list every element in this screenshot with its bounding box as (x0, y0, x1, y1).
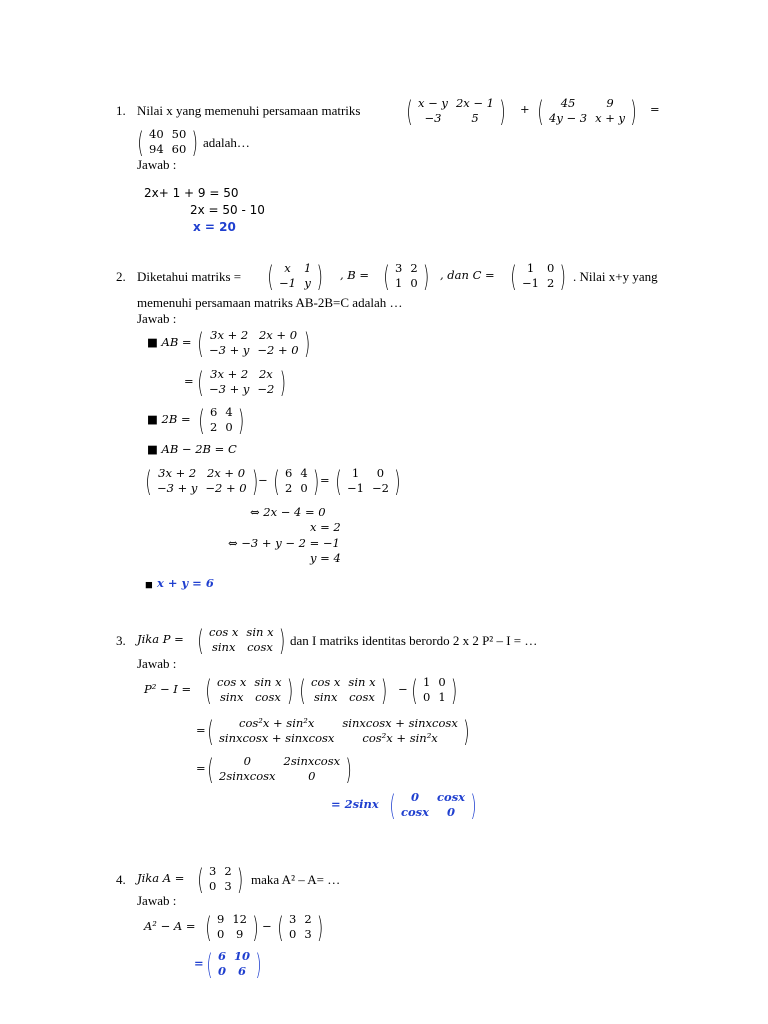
q4-lhs: A² − A = (144, 919, 196, 933)
right-paren: ) (237, 862, 244, 896)
q2-big-matrix-2-cell: 2 (285, 481, 293, 495)
q2-matrix-b-cell: 2 (410, 261, 418, 275)
q2-big-matrix-2-cell: 6 (285, 466, 293, 480)
q3-p-matrix-2-cell: cosx (349, 690, 375, 704)
q2-big-matrix-2-cell: 4 (300, 466, 308, 480)
q2-ab-equals: = (184, 374, 194, 388)
q2-c-label: , dan C = (440, 268, 495, 282)
q2-matrix-c-cell: 0 (546, 261, 555, 275)
q2-big-matrix-1-cell: 2x + 0 (206, 466, 246, 480)
q3-result-matrix-1-cell: sinxcosx + sinxcosx (219, 731, 335, 745)
q3-jika: Jika P = (137, 632, 184, 646)
q4-a2-matrix-cell: 12 (232, 912, 247, 926)
q4-a-matrix-cell: 3 (304, 927, 312, 941)
left-paren: ( (206, 947, 213, 981)
q1-step-1: 2x+ 1 + 9 = 50 (144, 186, 239, 200)
left-paren: ( (205, 673, 212, 707)
q3-p-matrix-1-cell: cosx (255, 690, 281, 704)
left-paren: ( (207, 752, 214, 786)
q1-equals: = (650, 102, 660, 116)
q2-matrix-b (382, 261, 431, 291)
q3-tail: dan I matriks identitas berordo 2 x 2 P² – I = … (290, 633, 538, 648)
q3-matrix-p-cell: sin x (246, 625, 274, 639)
left-paren: ( (389, 788, 396, 822)
q4-a2-matrix (204, 912, 260, 942)
q3-p-matrix-1 (204, 675, 295, 705)
q2-b-label: , B = (340, 268, 370, 282)
right-paren: ) (345, 752, 352, 786)
q3-result-matrix-2 (206, 754, 353, 784)
q4-a-matrix-cell: 0 (289, 927, 297, 941)
q4-matrix-a-cell: 3 (224, 879, 232, 893)
q2-ab-matrix-2-cell: −2 (257, 382, 275, 396)
q3-identity (410, 675, 459, 705)
q4-jawab: Jawab : (137, 893, 177, 908)
q1-jawab: Jawab : (137, 157, 177, 172)
q3-final-matrix-cell: cosx (437, 790, 466, 804)
q2-matrix-b-cell: 1 (395, 276, 403, 290)
q3-minus: − (398, 682, 408, 696)
q2-eqn-label: ■ AB − 2B = C (147, 442, 237, 456)
q3-result-matrix-2-cell: 2sinxcosx (283, 754, 341, 768)
q2-ab-matrix-2 (196, 367, 287, 397)
q1-matrix-3-cell: 94 (149, 142, 164, 156)
q3-result-matrix-1-cell: cos²x + sin²x (362, 731, 438, 745)
q3-p-matrix-2-cell: sin x (348, 675, 376, 689)
q4-tail: maka A² – A= … (251, 872, 341, 887)
q3-identity-cell: 0 (423, 690, 431, 704)
q4-matrix-a-cell: 0 (209, 879, 217, 893)
q3-p-matrix-1-cell: sinx (219, 690, 244, 704)
q4-matrix-a (196, 864, 245, 894)
q2-big-matrix-3-cell: 0 (376, 466, 385, 480)
right-paren: ) (313, 464, 320, 498)
q1-matrix-3-cell: 60 (171, 142, 187, 156)
q4-a-matrix (276, 912, 325, 942)
right-paren: ) (380, 673, 388, 707)
right-paren: ) (559, 259, 566, 293)
right-paren: ) (279, 365, 286, 399)
left-paren: ( (406, 94, 413, 128)
right-paren: ) (304, 326, 311, 360)
q4-number: 4. (116, 872, 126, 887)
q3-p-matrix-2 (298, 675, 389, 705)
q3-number: 3. (116, 633, 126, 648)
q2-text: Diketahui matriks = (137, 269, 242, 284)
right-paren: ) (278, 623, 286, 657)
q2-big-matrix-2 (272, 466, 321, 496)
right-paren: ) (191, 125, 198, 159)
q2-big-matrix-1-cell: −2 + 0 (205, 481, 247, 495)
q1-matrix-3 (136, 127, 199, 157)
q1-matrix-1 (405, 96, 507, 126)
q2-big-minus: − (258, 473, 268, 487)
q2-2b-label: ■ 2B = (147, 412, 191, 426)
right-paren: ) (463, 714, 470, 748)
q2-number: 2. (116, 269, 126, 284)
q3-result-matrix-1-cell: sinxcosx + sinxcosx (342, 716, 458, 730)
q3-p-matrix-1-cell: cos x (217, 675, 247, 689)
left-paren: ( (197, 623, 204, 657)
q2-big-matrix-3-cell: 1 (351, 466, 360, 480)
q4-a2-matrix-cell: 9 (217, 912, 225, 926)
q2-matrix-c (509, 261, 567, 291)
left-paren: ( (145, 464, 152, 498)
q2-ab-matrix-1-cell: −3 + y (209, 343, 250, 357)
q3-p-matrix-2-cell: cos x (311, 675, 341, 689)
q2-big-matrix-1-cell: 3x + 2 (158, 466, 197, 480)
q2-matrix-c-cell: −1 (522, 276, 539, 290)
left-paren: ( (273, 464, 280, 498)
q2-matrix-a-cell: 1 (303, 261, 312, 275)
q1-matrix-2-cell: 9 (606, 96, 614, 110)
q3-matrix-p (196, 625, 287, 655)
q2-2b-matrix-cell: 0 (225, 420, 233, 434)
q2-result: x + y = 6 (157, 576, 214, 590)
q2-line-2: memenuhi persamaan matriks AB-2B=C adalah … (137, 295, 403, 310)
left-paren: ( (383, 259, 390, 293)
left-paren: ( (197, 326, 204, 360)
q3-final-matrix-cell: 0 (411, 790, 420, 804)
right-paren: ) (286, 673, 294, 707)
left-paren: ( (137, 125, 144, 159)
right-paren: ) (423, 259, 430, 293)
q4-result-matrix-cell: 6 (218, 949, 227, 963)
q2-big-matrix-3-cell: −2 (371, 481, 389, 495)
q3-matrix-p-cell: cosx (247, 640, 273, 654)
q3-equals-1: = (196, 723, 206, 737)
q3-final-matrix-cell: 0 (447, 805, 456, 819)
q2-matrix-a-cell: −1 (279, 276, 296, 290)
q1-plus: + (520, 102, 530, 116)
q1-matrix-2 (536, 96, 638, 126)
right-paren: ) (394, 464, 401, 498)
q2-result-bullet: ■ (145, 577, 153, 592)
q2-matrix-a-cell: y (304, 276, 311, 290)
q2-eq-1: ⇔ 2x − 4 = 0 (250, 505, 326, 519)
q2-big-equals: = (320, 473, 330, 487)
q1-matrix-3-cell: 50 (171, 127, 187, 141)
q2-jawab: Jawab : (137, 311, 177, 326)
q2-matrix-a-cell: x (284, 261, 291, 275)
right-paren: ) (317, 910, 324, 944)
q2-big-matrix-3 (334, 466, 402, 496)
q2-eq-2: x = 2 (310, 520, 341, 534)
q4-a2-matrix-cell: 9 (235, 927, 244, 941)
q3-jawab: Jawab : (137, 656, 177, 671)
left-paren: ( (277, 910, 284, 944)
q3-identity-cell: 0 (438, 675, 446, 689)
left-paren: ( (197, 862, 204, 896)
q3-result-matrix-1-cell: cos²x + sin²x (239, 716, 315, 730)
left-paren: ( (207, 714, 214, 748)
q3-result-matrix-1 (206, 716, 471, 746)
left-paren: ( (299, 673, 306, 707)
q3-final-label: = 2sinx (331, 797, 379, 811)
q2-big-matrix-2-cell: 0 (300, 481, 308, 495)
q1-matrix-1-cell: −3 (424, 111, 442, 125)
left-paren: ( (198, 403, 205, 437)
q2-ab-matrix-2-cell: 2x (258, 367, 273, 381)
q2-eq-3: ⇔ −3 + y − 2 = −1 (228, 536, 340, 550)
left-paren: ( (197, 365, 204, 399)
q3-final-matrix (388, 790, 478, 820)
q1-matrix-1-cell: 5 (471, 111, 479, 125)
q1-matrix-2-cell: x + y (595, 111, 626, 125)
q1-matrix-1-cell: x − y (418, 96, 448, 110)
q2-ab-matrix-2-cell: 3x + 2 (210, 367, 249, 381)
q1-text: Nilai x yang memenuhi persamaan matriks (137, 103, 361, 118)
q4-result-equals: = (194, 956, 204, 970)
q3-result-matrix-2-cell: 0 (243, 754, 251, 768)
q4-matrix-a-cell: 3 (209, 864, 217, 878)
q1-answer: x = 20 (193, 220, 236, 234)
q3-identity-cell: 1 (438, 690, 446, 704)
q4-minus: − (262, 919, 272, 933)
q2-matrix-c-cell: 2 (546, 276, 555, 290)
left-paren: ( (537, 94, 544, 128)
q3-p-matrix-2-cell: sinx (313, 690, 338, 704)
q1-tail: adalah… (203, 135, 250, 150)
right-paren: ) (499, 94, 506, 128)
q3-matrix-p-cell: cos x (209, 625, 239, 639)
q2-matrix-b-cell: 3 (395, 261, 403, 275)
q3-matrix-p-cell: sinx (211, 640, 236, 654)
left-paren: ( (267, 259, 274, 293)
q4-a2-matrix-cell: 0 (217, 927, 225, 941)
left-paren: ( (411, 673, 418, 707)
q4-result-matrix-cell: 10 (234, 949, 251, 963)
q4-a-matrix-cell: 2 (304, 912, 312, 926)
q3-result-matrix-2-cell: 2sinxcosx (219, 769, 276, 783)
q2-2b-matrix-cell: 2 (210, 420, 218, 434)
q4-jika: Jika A = (137, 871, 185, 885)
q2-eq-4: y = 4 (310, 551, 341, 565)
right-paren: ) (630, 94, 637, 128)
q2-tail: . Nilai x+y yang (573, 269, 658, 284)
left-paren: ( (205, 910, 212, 944)
right-paren: ) (255, 947, 262, 981)
q4-result-matrix-cell: 6 (238, 964, 247, 978)
q2-big-matrix-1-cell: −3 + y (157, 481, 198, 495)
q2-ab-matrix-1 (196, 328, 312, 358)
right-paren: ) (252, 910, 259, 944)
q2-ab-matrix-2-cell: −3 + y (209, 382, 250, 396)
q2-matrix-c-cell: 1 (526, 261, 535, 275)
q3-p-matrix-1-cell: sin x (254, 675, 282, 689)
right-paren: ) (451, 673, 458, 707)
q2-ab-matrix-1-cell: 2x + 0 (258, 328, 298, 342)
q2-big-matrix-1 (144, 466, 260, 496)
q1-matrix-2-cell: 4y − 3 (549, 111, 588, 125)
q2-matrix-a (266, 261, 324, 291)
right-paren: ) (316, 259, 323, 293)
q4-a-matrix-cell: 3 (289, 912, 297, 926)
right-paren: ) (252, 464, 259, 498)
q4-result-matrix-cell: 0 (218, 964, 227, 978)
q1-matrix-2-cell: 45 (560, 96, 576, 110)
q2-ab-matrix-1-cell: 3x + 2 (210, 328, 249, 342)
q2-2b-matrix-cell: 6 (210, 405, 218, 419)
left-paren: ( (510, 259, 517, 293)
q3-lhs: P² − I = (144, 682, 192, 696)
q1-step-2: 2x = 50 - 10 (190, 203, 265, 217)
q3-identity-cell: 1 (423, 675, 431, 689)
q2-ab-matrix-1-cell: −2 + 0 (257, 343, 299, 357)
q2-ab-label: ■ AB = (147, 335, 192, 349)
right-paren: ) (470, 788, 477, 822)
q3-final-matrix-cell: cosx (401, 805, 430, 819)
right-paren: ) (238, 403, 245, 437)
q4-result-matrix (205, 949, 263, 979)
q1-number: 1. (116, 103, 126, 118)
q3-result-matrix-2-cell: 0 (308, 769, 316, 783)
q2-matrix-b-cell: 0 (410, 276, 418, 290)
q2-2b-matrix-cell: 4 (225, 405, 233, 419)
q1-matrix-3-cell: 40 (149, 127, 164, 141)
q1-matrix-1-cell: 2x − 1 (455, 96, 495, 110)
q4-matrix-a-cell: 2 (224, 864, 232, 878)
q2-big-matrix-3-cell: −1 (347, 481, 364, 495)
left-paren: ( (335, 464, 342, 498)
q2-2b-matrix (197, 405, 246, 435)
q3-equals-2: = (196, 761, 206, 775)
